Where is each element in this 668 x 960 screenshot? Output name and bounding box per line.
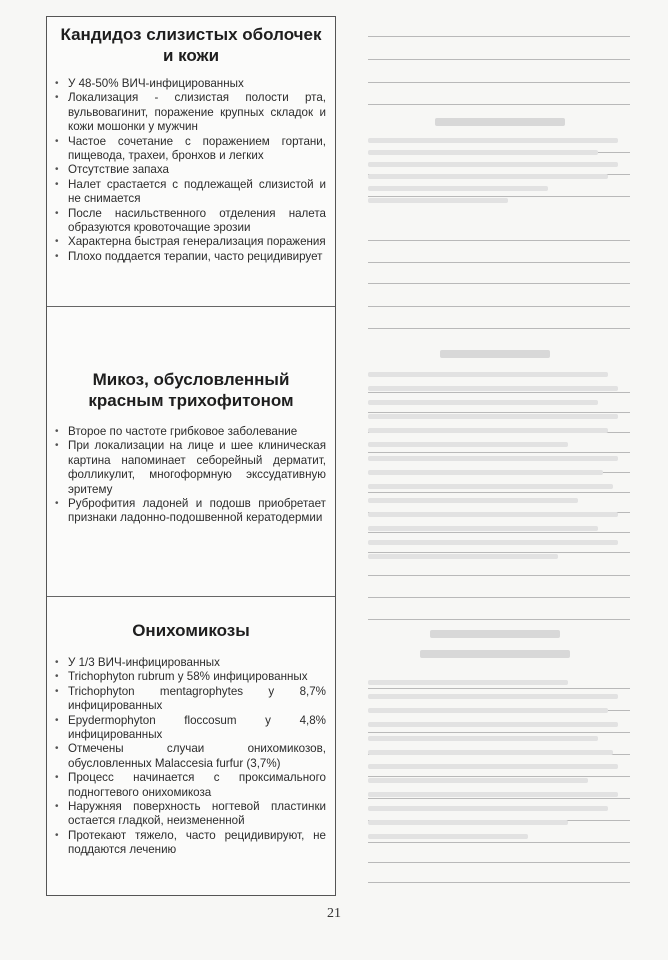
ruled-line — [368, 104, 630, 105]
bleed-through-smudge — [368, 820, 568, 825]
list-item: • У 48-50% ВИЧ-инфицированных — [55, 77, 326, 91]
list-item: • Процесс начинается с проксимального подногтевого онихомикоза — [55, 771, 326, 800]
bleed-through-smudge — [368, 526, 598, 531]
bleed-through-smudge — [368, 150, 598, 155]
ruled-line — [368, 532, 630, 533]
list-item: • Второе по частоте грибковое заболевание — [55, 425, 326, 439]
bullet-list — [47, 656, 335, 858]
list-item: • Протекают тяжело, часто рецидивируют, не поддаются лечению — [55, 829, 326, 858]
ruled-line — [368, 688, 630, 689]
section-trichophyton-mycosis — [47, 307, 335, 597]
ruled-line — [368, 882, 630, 883]
bleed-through-smudge — [368, 456, 618, 461]
bleed-through-smudge — [368, 198, 508, 203]
list-item: • Epydermophyton floccosum у 4,8% инфицированных — [55, 714, 326, 743]
ruled-line — [368, 619, 630, 620]
bleed-through-smudge — [368, 708, 608, 713]
ruled-line — [368, 412, 630, 413]
bleed-through-smudge — [368, 386, 618, 391]
ruled-line — [368, 575, 630, 576]
ruled-line — [368, 597, 630, 598]
bleed-through-smudge — [368, 792, 618, 797]
bleed-through-smudge — [368, 400, 598, 405]
bleed-through-smudge — [430, 630, 560, 638]
bleed-through-smudge — [368, 498, 578, 503]
ruled-line — [368, 306, 630, 307]
ruled-line — [368, 392, 630, 393]
bleed-through-smudge — [368, 512, 618, 517]
ruled-line — [368, 328, 630, 329]
list-item: • Локализация - слизистая полости рта, вульвовагинит, поражение крупных складок и кожи мошонки у мужчин — [55, 91, 326, 134]
bleed-through-smudge — [368, 414, 618, 419]
list-item: • У 1/3 ВИЧ-инфицированных — [55, 656, 326, 670]
list-item: • Отмечены случаи онихомикозов, обусловленных Malaccesia furfur (3,7%) — [55, 742, 326, 771]
section-candidiasis — [47, 17, 335, 307]
bleed-through-smudge — [368, 806, 608, 811]
bleed-through-smudge — [368, 540, 618, 545]
list-item: • Характерна быстрая генерализация поражения — [55, 235, 326, 249]
list-item: • После насильственного отделения налета образуются кровоточащие эрозии — [55, 207, 326, 236]
bleed-through-smudge — [368, 162, 618, 167]
bleed-through-smudge — [368, 722, 618, 727]
ruled-line — [368, 262, 630, 263]
bleed-through-smudge — [368, 778, 588, 783]
list-item: • Trichophyton mentagrophytes у 8,7% инфицированных — [55, 685, 326, 714]
bullet-list — [47, 425, 335, 526]
bleed-through-smudge — [368, 694, 618, 699]
bleed-through-smudge — [368, 442, 568, 447]
bleed-through-smudge — [368, 174, 608, 179]
bleed-through-smudge — [368, 554, 558, 559]
ruled-line — [368, 492, 630, 493]
section-onychomycosis — [47, 597, 335, 896]
bleed-through-smudge — [368, 428, 608, 433]
list-item: • Плохо поддается терапии, часто рецидивирует — [55, 250, 326, 264]
ruled-line — [368, 776, 630, 777]
bleed-through-smudge — [420, 650, 570, 658]
bleed-through-smudge — [368, 764, 618, 769]
ruled-line — [368, 862, 630, 863]
section-title: Онихомикозы — [132, 621, 250, 640]
section-title: Кандидоз слизистых оболочек и кожи — [60, 25, 322, 65]
ruled-line — [368, 196, 630, 197]
ruled-line — [368, 452, 630, 453]
ruled-line — [368, 283, 630, 284]
section-title: Микоз, обусловленный красным трихофитоном — [88, 370, 294, 410]
bleed-through-smudge — [435, 118, 565, 126]
ruled-line — [368, 842, 630, 843]
faded-notes-column — [360, 0, 630, 900]
list-item: • Налет срастается с подлежащей слизистой и не снимается — [55, 178, 326, 207]
bleed-through-smudge — [368, 470, 603, 475]
list-item: • Частое сочетание с поражением гортани, пищевода, трахеи, бронхов и легких — [55, 135, 326, 164]
ruled-line — [368, 240, 630, 241]
list-item: • Отсутствие запаха — [55, 163, 326, 177]
bullet-list — [47, 77, 335, 264]
bleed-through-smudge — [368, 834, 528, 839]
ruled-line — [368, 798, 630, 799]
ruled-line — [368, 552, 630, 553]
page-number: 21 — [327, 906, 341, 921]
ruled-line — [368, 59, 630, 60]
bleed-through-smudge — [368, 484, 613, 489]
bleed-through-smudge — [440, 350, 550, 358]
bleed-through-smudge — [368, 372, 608, 377]
bleed-through-smudge — [368, 680, 568, 685]
bleed-through-smudge — [368, 138, 618, 143]
bleed-through-smudge — [368, 736, 598, 741]
bleed-through-smudge — [368, 186, 548, 191]
bleed-through-smudge — [368, 750, 613, 755]
list-item: • Наружняя поверхность ногтевой пластинки остается гладкой, неизмененной — [55, 800, 326, 829]
list-item: • Руброфития ладоней и подошв приобретает признаки ладонно-подошвенной кератодермии — [55, 497, 326, 526]
ruled-line — [368, 732, 630, 733]
list-item: • При локализации на лице и шее клиническая картина напоминает себорейный дерматит, фолликулит, многоформную экссудативную эритему — [55, 439, 326, 497]
ruled-line — [368, 36, 630, 37]
ruled-line — [368, 82, 630, 83]
list-item: • Trichophyton rubrum у 58% инфицированных — [55, 670, 326, 684]
info-card — [46, 16, 336, 896]
